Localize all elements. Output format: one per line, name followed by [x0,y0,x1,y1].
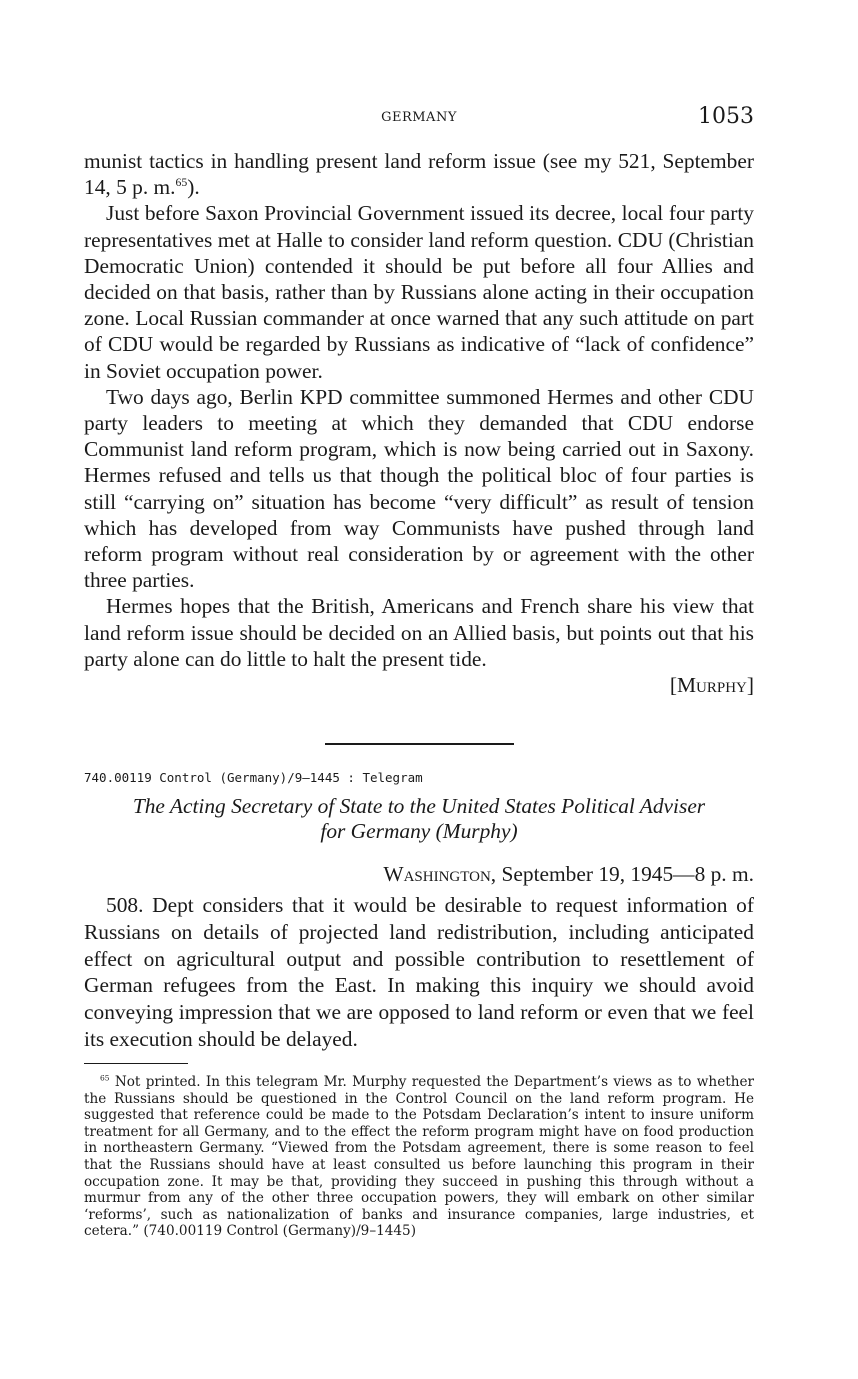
paragraph: 508. Dept considers that it would be desirable to request information of Russians on details of projected land redistribution, including anticipated effect on agricultural output and possible contribution to resettlement of German refugees from the East. In making this inquiry we should avoid conveying impression that we are opposed to land reform or even that we feel its execution should be delayed. [84,893,754,1051]
paragraph: Hermes hopes that the British, Americans and French share his view that land reform issue should be decided on an Allied basis, but points out that his party alone can do little to halt the present tide. [84,594,754,671]
paragraph: Just before Saxon Provincial Government issued its decree, local four party representatives met at Halle to consider land reform question. CDU (Christian Democratic Union) contended it should be put before all four Allies and decided on that basis, rather than by Russians alone acting in their occupation zone. Local Russian commander at once warned that any such attitude on part of CDU would be regarded by Russians as indicative of “lack of confidence” in Soviet occupation power. [84,201,754,383]
footnote-marker: 65 [100,1073,110,1083]
telegram-body [84,892,754,1053]
continued-telegram-body [84,148,754,698]
page-number: 1053 [698,104,754,129]
paragraph-text: munist tactics in handling present land reform issue (see my 521, September 14, 5 p. m. [84,149,754,200]
document-reference: 740.00119 Control (Germany)/9–1445 : Telegram [84,770,423,785]
document-title-line: The Acting Secretary of State to the United States Political Adviser [132,794,706,818]
dateline [383,862,754,887]
footnote-divider [84,1063,188,1064]
dateline-place: Washington [383,862,491,886]
paragraph-end: ). [187,175,200,200]
running-head: GERMANY [381,110,457,125]
footnote [84,1074,754,1240]
document-title [84,794,754,844]
section-divider [325,743,514,745]
footnote-text: Not printed. In this telegram Mr. Murphy requested the Department’s views as to whether the Russians should be questioned in the Control Council on the land reform program. He suggested that reference could be made to the Potsdam Declaration’s intent to insure uniform treatment for all Germany, and to the effect the reform program might have on food production in northeastern Germany. “Viewed from the Potsdam agreement, there is some reason to feel that the Russians should have at least consulted us before launching this program in their occupation zone. It may be that, providing they succeed in pushing this through without a murmur from any of the other three occupation powers, they will embark on other similar ‘reforms’, such as nationalization of banks and insurance companies, large industries, et cetera.” (740.00119 Control (Germany)/9–1445) [84,1074,754,1240]
paragraph: Two days ago, Berlin KPD committee summoned Hermes and other CDU party leaders to meeting at which they demanded that CDU endorse Communist land reform program, which is now being carried out in Saxony. Hermes refused and tells us that though the political bloc of four parties is still “carrying on” situation has become “very difficult” as result of tension which has developed from way Communists have pushed through land reform program without real consideration by or agreement with the other three parties. [84,384,754,593]
signature: [Murphy] [669,673,754,698]
paragraph-continued [84,148,754,200]
page-header [84,104,754,134]
footnote-ref[interactable]: 65 [175,176,188,190]
document-title-line: for Germany (Murphy) [320,819,518,843]
footnote-paragraph [84,1074,754,1240]
dateline-date: , September 19, 1945—8 p. m. [490,862,754,886]
